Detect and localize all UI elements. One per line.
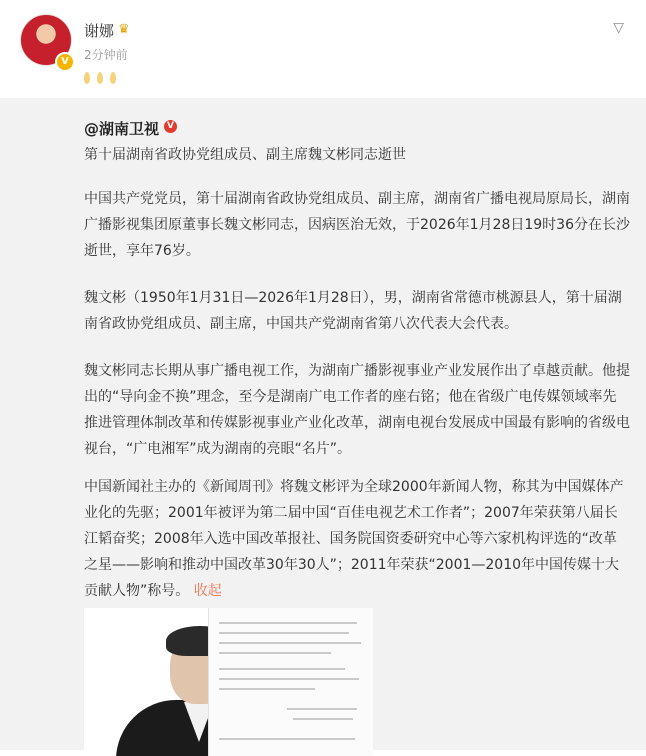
verified-icon: V — [55, 52, 75, 72]
doc-line — [219, 642, 361, 644]
drop-icon — [97, 72, 103, 84]
doc-line — [219, 632, 349, 634]
repost-card — [0, 98, 646, 750]
collapse-link[interactable]: 收起 — [193, 583, 222, 599]
chevron-down-icon[interactable]: ▽ — [613, 20, 624, 36]
document-image[interactable] — [208, 608, 373, 756]
doc-line — [293, 718, 353, 720]
paragraph-3: 魏文彬同志长期从事广播电视工作，为湖南广播影视事业产业发展作出了卓越贡献。他提出的“导向金不换”理念，至今是湖南广电工作者的座右铭；他在省级广电传媒领域率先推进管理体制改革和传媒影视事业产业化改革，湖南电视台发展成中国最有影响的省级电视台，“广电湘军”成为湖南的亮眼“名片”。 — [84, 363, 630, 457]
doc-line — [287, 708, 357, 710]
doc-line — [219, 622, 357, 624]
post-title: 第十届湖南省政协党组成员、副主席魏文彬同志逝世 — [84, 147, 406, 163]
post-header — [0, 0, 646, 98]
doc-line — [219, 668, 345, 670]
paragraph-1: 中国共产党党员，第十届湖南省政协党组成员、副主席，湖南省广播电视局原局长，湖南广播影视集团原董事长魏文彬同志，因病医治无效，于2026年1月28日19时36分在长沙逝世，享年76岁。 — [84, 191, 630, 259]
drop-icon — [110, 72, 116, 84]
doc-line — [219, 688, 315, 690]
author-name[interactable]: 谢娜 — [84, 22, 115, 40]
verified-icon: V — [164, 120, 177, 133]
doc-line — [219, 738, 355, 740]
doc-line — [219, 652, 331, 654]
emoji-decoration — [84, 72, 116, 84]
paragraph-4-text: 中国新闻社主办的《新闻周刊》将魏文彬评为全球2000年新闻人物，称其为中国媒体产业化的先驱；2001年被评为第二届中国“百佳电视艺术工作者”；2007年荣获第八届长江韬奋奖；2008年入选中国改革报社、国务院国资委研究中心等六家机构评选的“改革之星——影响和推动中国改革30年30人”；2011年荣获“2001—2010年中国传媒十大贡献人物”称号。 — [84, 479, 624, 599]
repost-source[interactable]: @湖南卫视 — [84, 120, 160, 138]
crown-icon: ♛ — [118, 22, 130, 37]
paragraph-2: 魏文彬（1950年1月31日—2026年1月28日），男，湖南省常德市桃源县人，第十届湖南省政协党组成员、副主席，中国共产党湖南省第八次代表大会代表。 — [84, 290, 622, 332]
drop-icon — [84, 72, 90, 84]
paragraph-4 — [84, 474, 630, 604]
post-time: 2分钟前 — [84, 48, 128, 62]
doc-line — [219, 678, 359, 680]
